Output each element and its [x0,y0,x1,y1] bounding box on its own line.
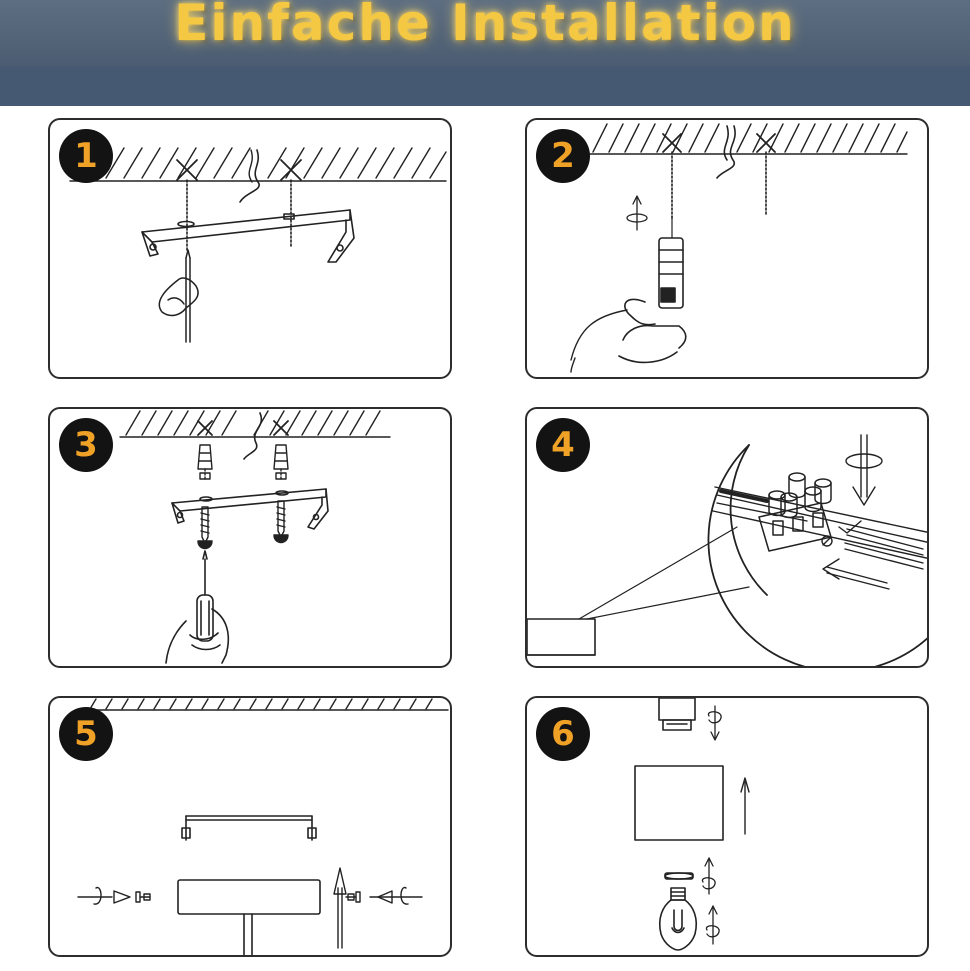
canopy-box [527,619,595,655]
step-panel-5 [48,696,452,957]
electric-drill-icon [571,216,686,372]
step-panel-6 [525,696,929,957]
lamp-shade [635,766,723,840]
ceiling-canopy-icon [178,880,320,957]
mounting-bracket [172,489,328,529]
lamp-holder-icon [659,698,695,730]
rotate-arrow-icon [706,906,719,944]
ceiling-hatch [80,699,448,710]
mounting-bracket [182,816,316,840]
step-panel-3 [48,407,452,668]
insert-arrow-icon [823,559,889,589]
right-screw-arrow-icon [346,888,422,905]
header-banner [0,0,970,106]
left-screw-arrow-icon [78,888,150,905]
light-bulb-icon [660,888,697,950]
step-panel-1 [48,118,452,379]
rotate-arrow-icon [702,858,715,894]
shade-ring-icon [665,873,693,879]
wall-anchor-icons [198,445,288,481]
up-arrow-icon [334,868,346,948]
mounting-bracket [142,210,354,262]
step-number-badge: 1 [59,129,113,183]
ceiling-hatch [587,124,907,154]
step-number-badge: 4 [536,418,590,472]
drill-mark-icons [177,160,301,180]
step-number-badge: 5 [59,707,113,761]
step-number-badge: 2 [536,129,590,183]
step-number-badge: 6 [536,707,590,761]
pencil-hand [159,250,198,342]
screwdriver-icon [166,551,228,663]
up-arrow-icon [741,778,749,834]
step-panel-2 [525,118,929,379]
rotate-arrow-icon [708,706,721,740]
page-title: Einfache Installation [174,0,796,52]
rotate-arrow-icon [846,435,882,505]
step-panel-4 [525,407,929,668]
rotate-arrow-icon [627,196,647,230]
power-cable [717,126,735,178]
step-number-badge: 3 [59,418,113,472]
power-cable [244,413,261,459]
